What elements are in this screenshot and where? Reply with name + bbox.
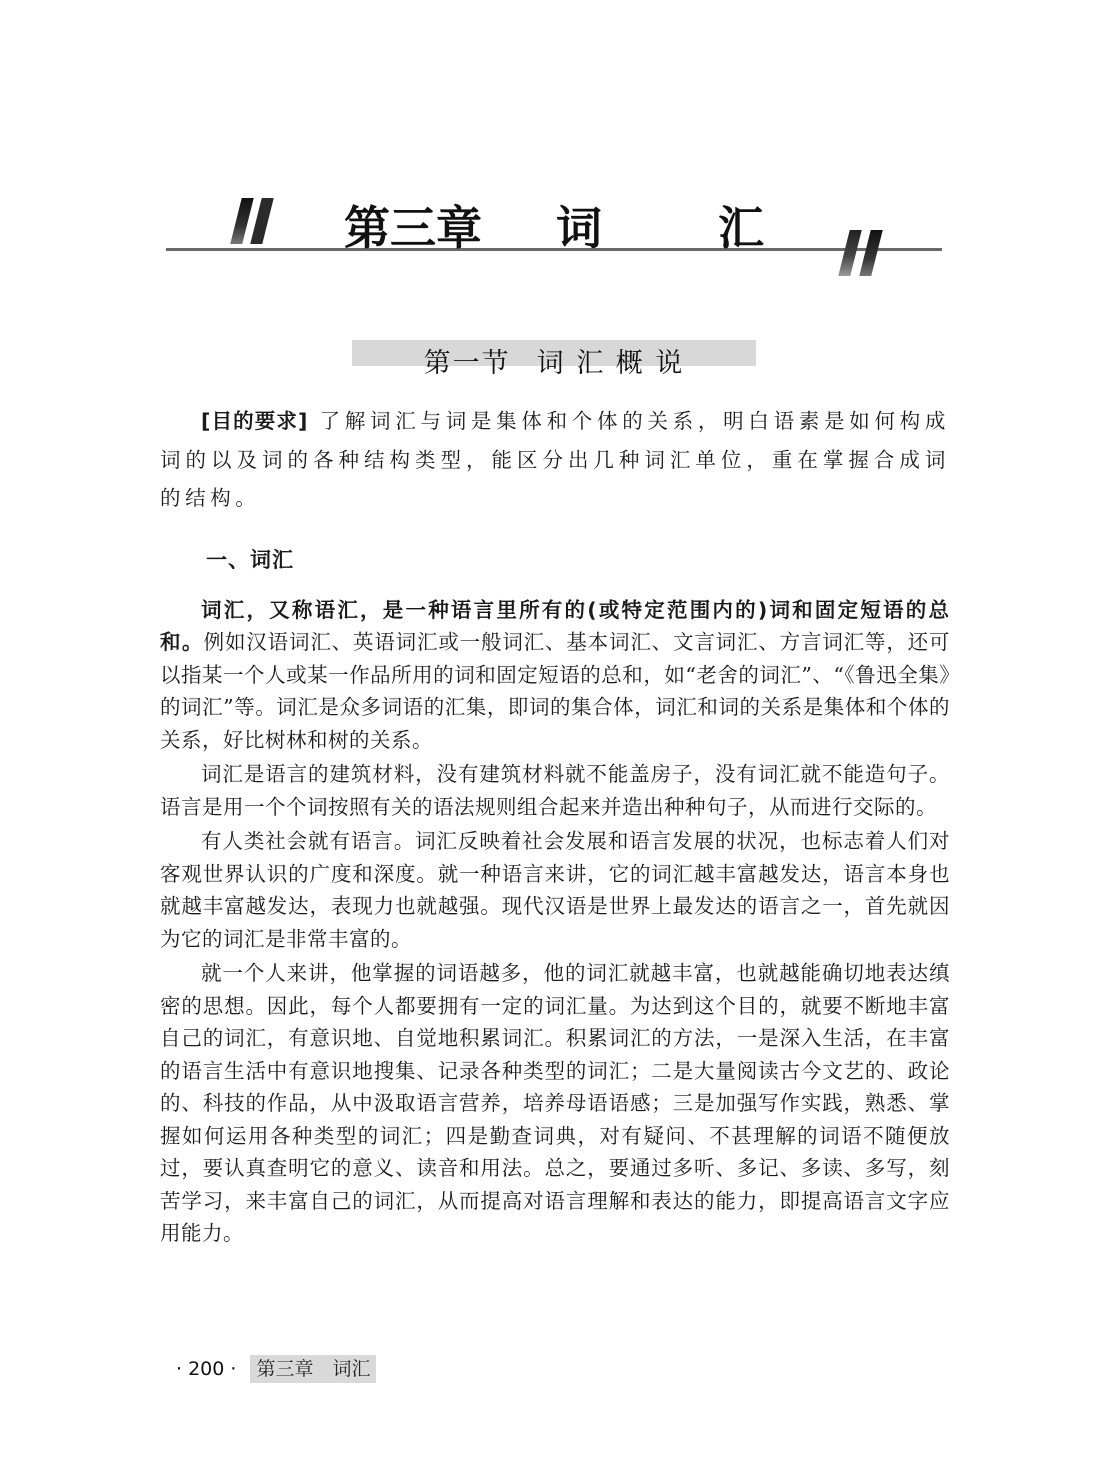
- subsection-heading: 一、词汇: [206, 547, 294, 572]
- chapter-title: [340, 196, 780, 260]
- section-number: 第一节: [423, 348, 511, 379]
- objectives-text: 了解词汇与词是集体和个体的关系，明白语素是如何构成词的以及词的各种结构类型，能区分出几种词汇单位，重在掌握合成词的结构。: [160, 409, 950, 510]
- section-name: 词 汇 概 说: [536, 348, 685, 379]
- chapter-ornament-left-icon: [232, 198, 278, 244]
- paragraph-4: 就一个人来讲，他掌握的词语越多，他的词汇就越丰富，也就越能确切地表达缜密的思想。因此，每个人都要拥有一定的词汇量。为达到这个目的，就要不断地丰富自己的词汇，有意识地、自觉地积累词汇。积累词汇的方法，一是深入生活，在丰富的语言生活中有意识地搜集、记录各种类型的词汇；二是大量阅读古今文艺的、政论的、科技的作品，从中汲取语言营养，培养母语语感；三是加强写作实践，熟悉、掌握如何运用各种类型的词汇；四是勤查词典，对有疑问、不甚理解的词语不随便放过，要认真查明它的意义、读音和用法。总之，要通过多听、多记、多读、多写，刻苦学习，来丰富自己的词汇，从而提高对语言理解和表达的能力，即提高语言文字应用能力。: [160, 961, 950, 1245]
- ornament-bar: [250, 198, 273, 244]
- chapter-title-char-1: 词: [556, 201, 602, 255]
- section-title: [352, 342, 756, 386]
- paragraph-1-text: 例如汉语词汇、英语词汇或一般词汇、基本词汇、文言词汇、方言词汇等，还可以指某一个人或某一作品所用的词和固定短语的总和，如“老舍的词汇”、“《鲁迅全集》的词汇”等。词汇是众多词语的汇集，即词的集合体，词汇和词的关系是集体和个体的关系，好比树林和树的关系。: [160, 630, 951, 752]
- chapter-ornament-right-icon: [838, 230, 888, 276]
- chapter-title-char-2: 汇: [718, 201, 764, 255]
- page-footer: [176, 1354, 376, 1384]
- running-head: 第三章 词汇: [250, 1355, 376, 1383]
- body-text: [160, 402, 950, 1252]
- definition-text: 词汇，又称语汇，是一种语言里所有的(或特定范围内的)词和固定短语的总和。: [160, 597, 950, 654]
- objectives-label: [目的要求]: [201, 409, 309, 433]
- chapter-title-number: 第三章: [344, 201, 482, 255]
- objectives-paragraph: [160, 402, 950, 518]
- ornament-bar: [859, 230, 882, 276]
- paragraph-1: [160, 594, 950, 757]
- ornament-bar: [230, 198, 253, 244]
- page-number: · 200 ·: [176, 1358, 237, 1380]
- paragraph-2: 词汇是语言的建筑材料，没有建筑材料就不能盖房子，没有词汇就不能造句子。语言是用一个个词按照有关的语法规则组合起来并造出种种句子，从而进行交际的。: [160, 762, 950, 819]
- paragraph-3: 有人类社会就有语言。词汇反映着社会发展和语言发展的状况，也标志着人们对客观世界认识的广度和深度。就一种语言来讲，它的词汇越丰富越发达，语言本身也就越丰富越发达，表现力也就越强。现代汉语是世界上最发达的语言之一，首先就因为它的词汇是非常丰富的。: [160, 829, 950, 951]
- ornament-bar: [838, 230, 861, 276]
